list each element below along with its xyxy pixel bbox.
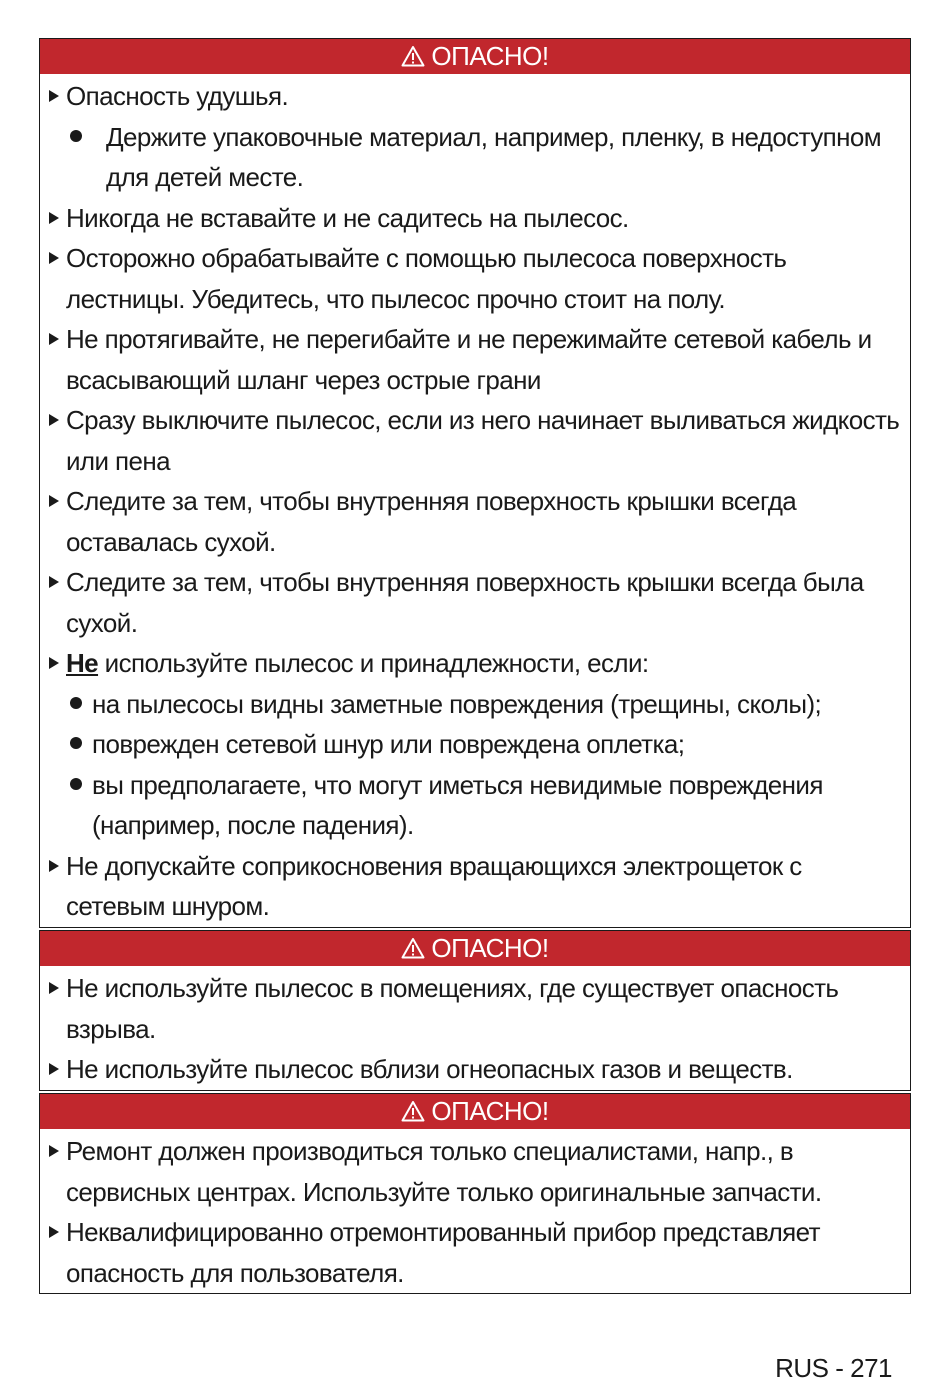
danger-box-1 [39, 38, 911, 928]
sub-item-text: Держите упаковочные материал, например, пленку, в недоступном для детей месте. [106, 121, 881, 192]
item-text: Никогда не вставайте и не садитесь на пылесос. [66, 202, 629, 233]
sub-item-text: поврежден сетевой шнур или повреждена оплетка; [92, 729, 685, 759]
item-strong-text: Не [66, 648, 99, 678]
danger-box-2 [39, 930, 911, 1091]
sub-list-item [40, 724, 910, 765]
triangle-bullet-icon [49, 1145, 59, 1157]
danger-header-text: ОПАСНО! [431, 41, 549, 71]
sub-list-item [40, 117, 910, 198]
danger-body [40, 966, 910, 1090]
danger-body [40, 74, 910, 927]
list-item [40, 1212, 910, 1293]
triangle-bullet-icon [49, 90, 59, 102]
list-item [40, 846, 910, 927]
triangle-bullet-icon [49, 495, 59, 507]
danger-body [40, 1129, 910, 1293]
list-item [40, 1049, 910, 1090]
sub-list-item [40, 684, 910, 725]
warning-triangle-icon [401, 1100, 425, 1122]
list-item [40, 400, 910, 481]
dot-bullet-icon [70, 130, 82, 142]
sub-item-text: вы предполагаете, что могут иметься невидимые повреждения (например, после падения). [92, 769, 823, 840]
item-text: Следите за тем, чтобы внутренняя поверхность крышки всегда была сухой. [66, 567, 864, 638]
list-item [40, 1131, 910, 1212]
triangle-bullet-icon [49, 982, 59, 994]
item-text: Не допускайте соприкосновения вращающихся электрощеток с сетевым шнуром. [66, 850, 802, 921]
item-text: Не используйте пылесос вблизи огнеопасных газов и веществ. [66, 1054, 793, 1084]
triangle-bullet-icon [49, 333, 59, 345]
danger-header [40, 931, 910, 966]
list-item [40, 319, 910, 400]
sub-list-item [40, 765, 910, 846]
item-text: Осторожно обрабатывайте с помощью пылесоса поверхность лестницы. Убедитесь, что пылесос прочно стоит на полу. [66, 243, 787, 314]
sub-item-text: на пылесосы видны заметные повреждения (трещины, сколы); [92, 688, 822, 719]
triangle-bullet-icon [49, 1063, 59, 1075]
triangle-bullet-icon [49, 576, 59, 588]
item-text: Ремонт должен производиться только специалистами, напр., в сервисных центрах. Используйте только оригинальные запчасти. [66, 1136, 822, 1207]
danger-header-text: ОПАСНО! [431, 1096, 549, 1126]
triangle-bullet-icon [49, 212, 59, 224]
item-text: Следите за тем, чтобы внутренняя поверхность крышки всегда оставалась сухой. [66, 486, 797, 557]
item-text: Неквалифицированно отремонтированный прибор представляет опасность для пользователя. [66, 1217, 820, 1288]
triangle-bullet-icon [49, 860, 59, 872]
list-item [40, 968, 910, 1049]
item-text: Опасность удушья. [66, 81, 289, 111]
list-item [40, 76, 910, 117]
danger-box-3 [39, 1093, 911, 1294]
dot-bullet-icon [70, 737, 82, 749]
dot-bullet-icon [70, 697, 82, 709]
dot-bullet-icon [70, 778, 82, 790]
danger-header-text: ОПАСНО! [431, 933, 549, 963]
triangle-bullet-icon [49, 414, 59, 426]
item-text: Сразу выключите пылесос, если из него начинает выливаться жидкость или пена [66, 405, 900, 476]
page-number: RUS - 271 [775, 1353, 892, 1383]
item-text: используйте пылесос и принадлежности, если: [98, 648, 649, 678]
item-text: Не протягивайте, не перегибайте и не пережимайте сетевой кабель и всасывающий шланг через острые грани [66, 324, 872, 395]
triangle-bullet-icon [49, 1226, 59, 1238]
list-item [40, 238, 910, 319]
warning-triangle-icon [401, 45, 425, 67]
danger-header [40, 39, 910, 74]
list-item [40, 562, 910, 643]
list-item [40, 198, 910, 239]
warning-triangle-icon [401, 937, 425, 959]
list-item [40, 481, 910, 562]
list-item [40, 643, 910, 684]
danger-header [40, 1094, 910, 1129]
item-text: Не используйте пылесос в помещениях, где существует опасность взрыва. [66, 973, 839, 1044]
triangle-bullet-icon [49, 657, 59, 669]
triangle-bullet-icon [49, 252, 59, 264]
